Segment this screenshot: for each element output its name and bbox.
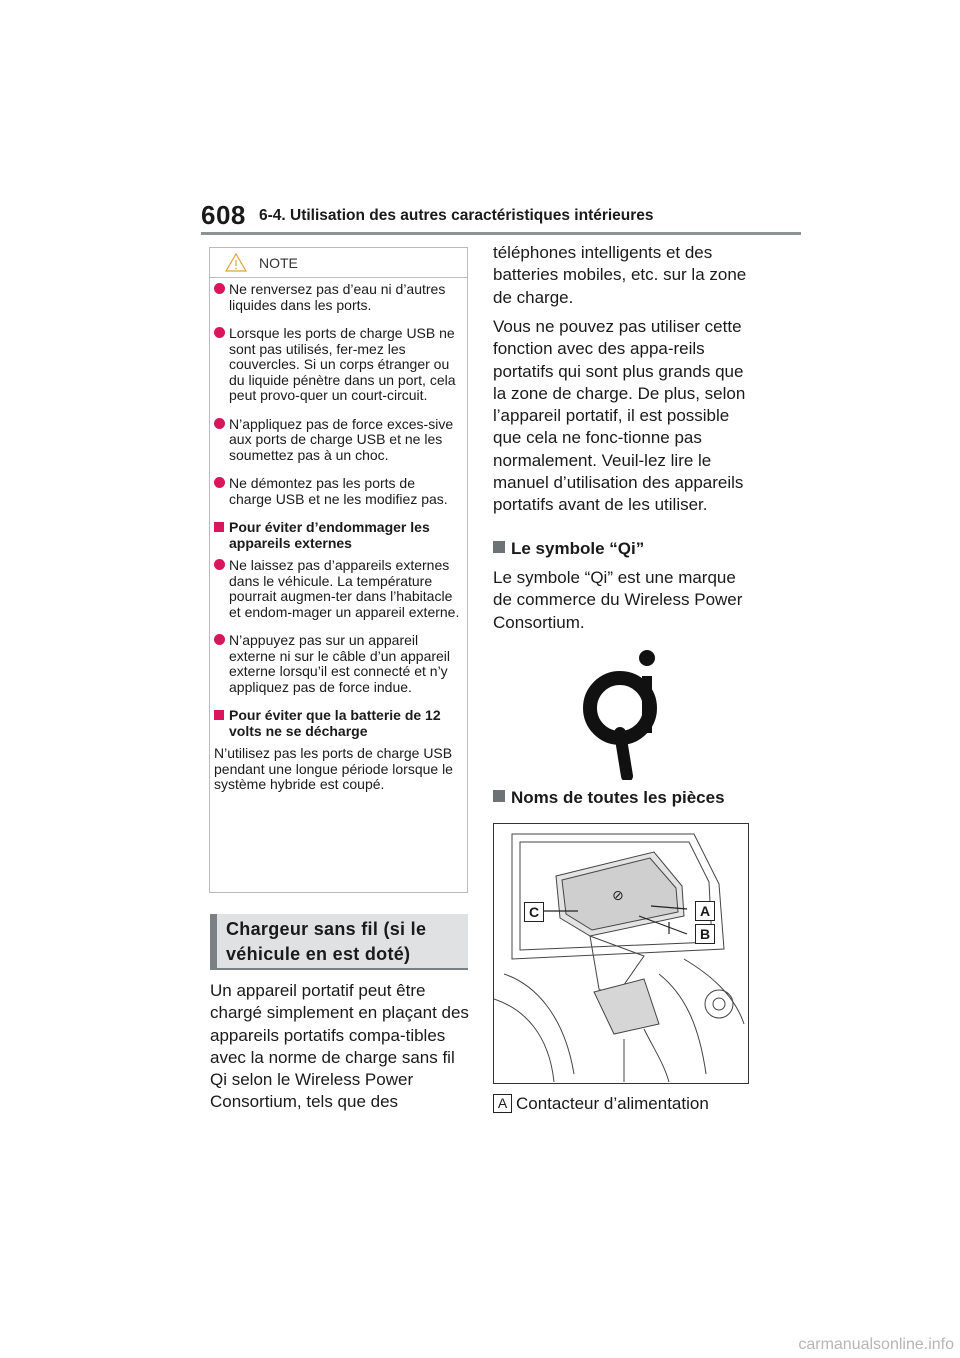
warning-icon xyxy=(225,253,247,272)
qi-logo-icon xyxy=(583,648,665,780)
note-bullet: Ne laissez pas d’appareils externes dans le véhicule. La température pourrait augmen-ter dans l’habitacle et endom-mager un appareil externe. xyxy=(214,558,461,620)
bullet-icon xyxy=(214,477,225,488)
parts-heading: Noms de toutes les pièces xyxy=(493,787,758,809)
bullet-icon xyxy=(214,327,225,338)
intro-paragraph: Un appareil portatif peut être chargé simplement en plaçant des appareils portatifs compa-tibles avec la norme de charge sans fil Qi selon le Wireless Power Consortium, tels que des xyxy=(210,981,469,1112)
console-drawing xyxy=(494,824,749,1084)
bullet-icon xyxy=(214,418,225,429)
qi-paragraph: Le symbole “Qi” est une marque de commerce du Wireless Power Consortium. xyxy=(493,568,743,632)
note-body xyxy=(210,278,467,793)
paragraph-limitations: Vous ne pouvez pas utiliser cette fonction avec des appa-reils portatifs qui sont plus grands que la zone de charge. De plus, selon l’appareil portatif, il est possible que cela ne fonc-tionne pas normalement. Veuil-lez lire le manuel d’utilisation des appareils portatifs avant de les utiliser. xyxy=(493,317,746,515)
bullet-icon xyxy=(214,559,225,570)
bullet-icon xyxy=(214,283,225,294)
note-title: NOTE xyxy=(259,255,298,271)
square-bullet-icon xyxy=(214,522,224,532)
label-a: A xyxy=(695,901,715,921)
note-bullet: Lorsque les ports de charge USB ne sont pas utilisés, fer-mez les couvercles. Si un corps étranger ou du liquide pénètre dans un port, cela peut provo-quer un court-circuit. xyxy=(214,326,461,404)
square-bullet-icon xyxy=(493,541,505,553)
note-paragraph: N’utilisez pas les ports de charge USB pendant une longue période lorsque le système hybride est coupé. xyxy=(214,745,453,792)
note-bullet: N’appliquez pas de force exces-sive aux ports de charge USB et ne les soumettez pas à un choc. xyxy=(214,417,461,464)
square-bullet-icon xyxy=(214,710,224,720)
square-bullet-icon xyxy=(493,790,505,802)
note-bullet: N’appuyez pas sur un appareil externe ni sur le câble d’un appareil externe lorsqu’il est connecté et n’y appliquez pas de force indue. xyxy=(214,633,461,695)
bullet-icon xyxy=(214,634,225,645)
caption-text: Contacteur d’alimentation xyxy=(516,1094,709,1113)
watermark: carmanualsonline.info xyxy=(798,1336,954,1353)
note-bullet: Ne démontez pas les ports de charge USB et ne les modifiez pas. xyxy=(214,476,461,507)
paragraph-continued: téléphones intelligents et des batteries mobiles, etc. sur la zone de charge. xyxy=(493,243,747,307)
section-header: 6-4. Utilisation des autres caractéristiques intérieures xyxy=(259,207,654,224)
section-title-block xyxy=(210,914,468,970)
charger-illustration xyxy=(493,823,749,1084)
section-title: Chargeur sans fil (si le véhicule en est doté) xyxy=(226,919,427,964)
header-rule xyxy=(201,232,801,235)
note-subheading: Pour éviter d’endommager les appareils externes xyxy=(214,520,461,551)
note-bullet: Ne renversez pas d’eau ni d’autres liquides dans les ports. xyxy=(214,282,461,313)
qi-heading: Le symbole “Qi” xyxy=(493,538,758,560)
caption xyxy=(493,1093,709,1115)
label-c: C xyxy=(524,902,544,922)
page-number: 608 xyxy=(201,200,246,230)
caption-tag: A xyxy=(493,1094,512,1113)
note-header xyxy=(210,248,467,278)
svg-text:⊘: ⊘ xyxy=(612,888,624,904)
note-box xyxy=(209,247,468,893)
label-b: B xyxy=(695,924,715,944)
note-subheading: Pour éviter que la batterie de 12 volts ne se décharge xyxy=(214,708,461,739)
